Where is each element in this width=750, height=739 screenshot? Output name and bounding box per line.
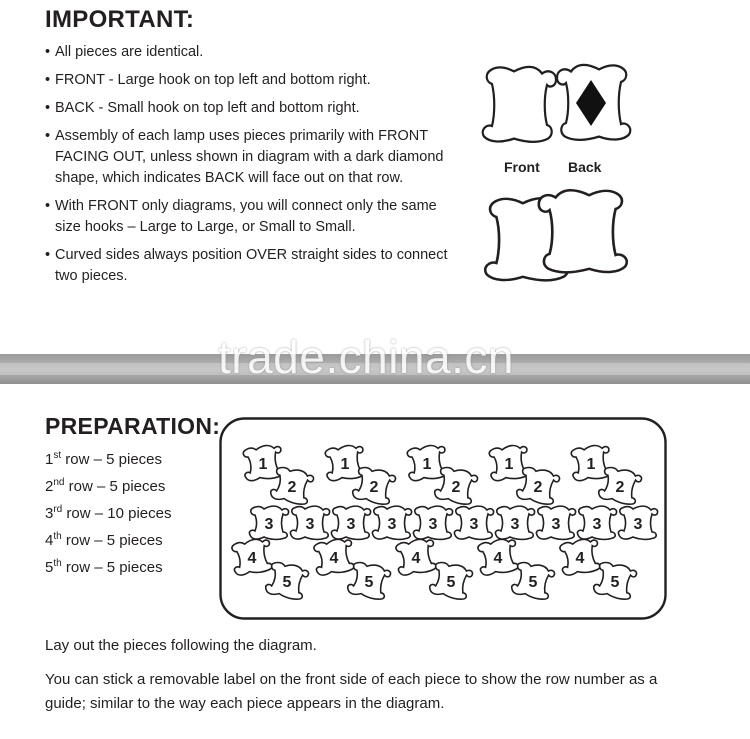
back-piece-icon	[557, 65, 630, 140]
connected-pieces-icon	[485, 190, 627, 280]
piece-row-number: 5	[610, 574, 620, 591]
back-label: Back	[568, 159, 602, 175]
piece-row-number: 2	[369, 479, 379, 496]
preparation-heading: PREPARATION:	[45, 413, 221, 439]
piece-row-number: 4	[411, 550, 421, 567]
bullet-item: • Assembly of each lamp uses pieces primarily with FRONT FACING OUT, unless shown in diagram with a dark diamond shape, which indicates BACK will face out on that row.	[45, 126, 465, 189]
layout-diagram	[219, 417, 667, 620]
piece-row-number: 4	[329, 550, 339, 567]
bullet-item: • All pieces are identical.	[45, 42, 465, 63]
piece-row-number: 3	[510, 516, 520, 533]
piece-row-number: 3	[592, 516, 602, 533]
piece-row-number: 3	[387, 516, 397, 533]
piece-row-number: 2	[533, 479, 543, 496]
piece-row-number: 2	[287, 479, 297, 496]
instruction-line-1: Lay out the pieces following the diagram.	[45, 637, 317, 654]
piece-row-number: 1	[504, 456, 514, 473]
piece-row-number: 3	[551, 516, 561, 533]
piece-row-number: 4	[247, 550, 257, 567]
bullet-item: • BACK - Small hook on top left and bottom right.	[45, 98, 465, 119]
bullet-item: • With FRONT only diagrams, you will connect only the same size hooks – Large to Large, or Small to Small.	[45, 196, 465, 238]
important-heading: IMPORTANT:	[45, 6, 195, 33]
instruction-line-2: You can stick a removable label on the front side of each piece to show the row number as a guide; similar to the way each piece appears in the diagram.	[45, 671, 658, 712]
piece-row-number: 5	[282, 574, 292, 591]
piece-row-number: 5	[364, 574, 374, 591]
piece-row-number: 3	[346, 516, 356, 533]
row-counts	[45, 444, 171, 579]
row-count-item: 3rd row – 10 pieces	[45, 504, 172, 522]
piece-row-number: 3	[305, 516, 315, 533]
piece-row-number: 3	[469, 516, 479, 533]
piece-row-number: 1	[586, 456, 596, 473]
piece-row-number: 3	[633, 516, 643, 533]
row-count-item: 1st row – 5 pieces	[45, 450, 163, 468]
piece-row-number: 5	[528, 574, 538, 591]
piece-row-number: 4	[493, 550, 503, 567]
piece-row-number: 2	[615, 479, 625, 496]
important-list	[45, 42, 465, 294]
row-count-item: 5th row – 5 pieces	[45, 558, 163, 576]
bullet-item: • Curved sides always position OVER straight sides to connect two pieces.	[45, 245, 465, 287]
piece-row-number: 4	[575, 550, 585, 567]
piece-row-number: 1	[340, 456, 350, 473]
piece-row-number: 2	[451, 479, 461, 496]
piece-row-number: 3	[428, 516, 438, 533]
bullet-item: • FRONT - Large hook on top left and bottom right.	[45, 70, 465, 91]
front-piece-icon	[483, 67, 556, 142]
piece-row-number: 1	[422, 456, 432, 473]
piece-illustration	[470, 58, 645, 298]
piece-row-number: 5	[446, 574, 456, 591]
piece-row-number: 1	[258, 456, 268, 473]
piece-row-number: 3	[264, 516, 274, 533]
row-count-item: 2nd row – 5 pieces	[45, 477, 166, 495]
front-label: Front	[504, 159, 540, 175]
row-count-item: 4th row – 5 pieces	[45, 531, 163, 549]
watermark: trade.china.cn	[218, 331, 514, 383]
